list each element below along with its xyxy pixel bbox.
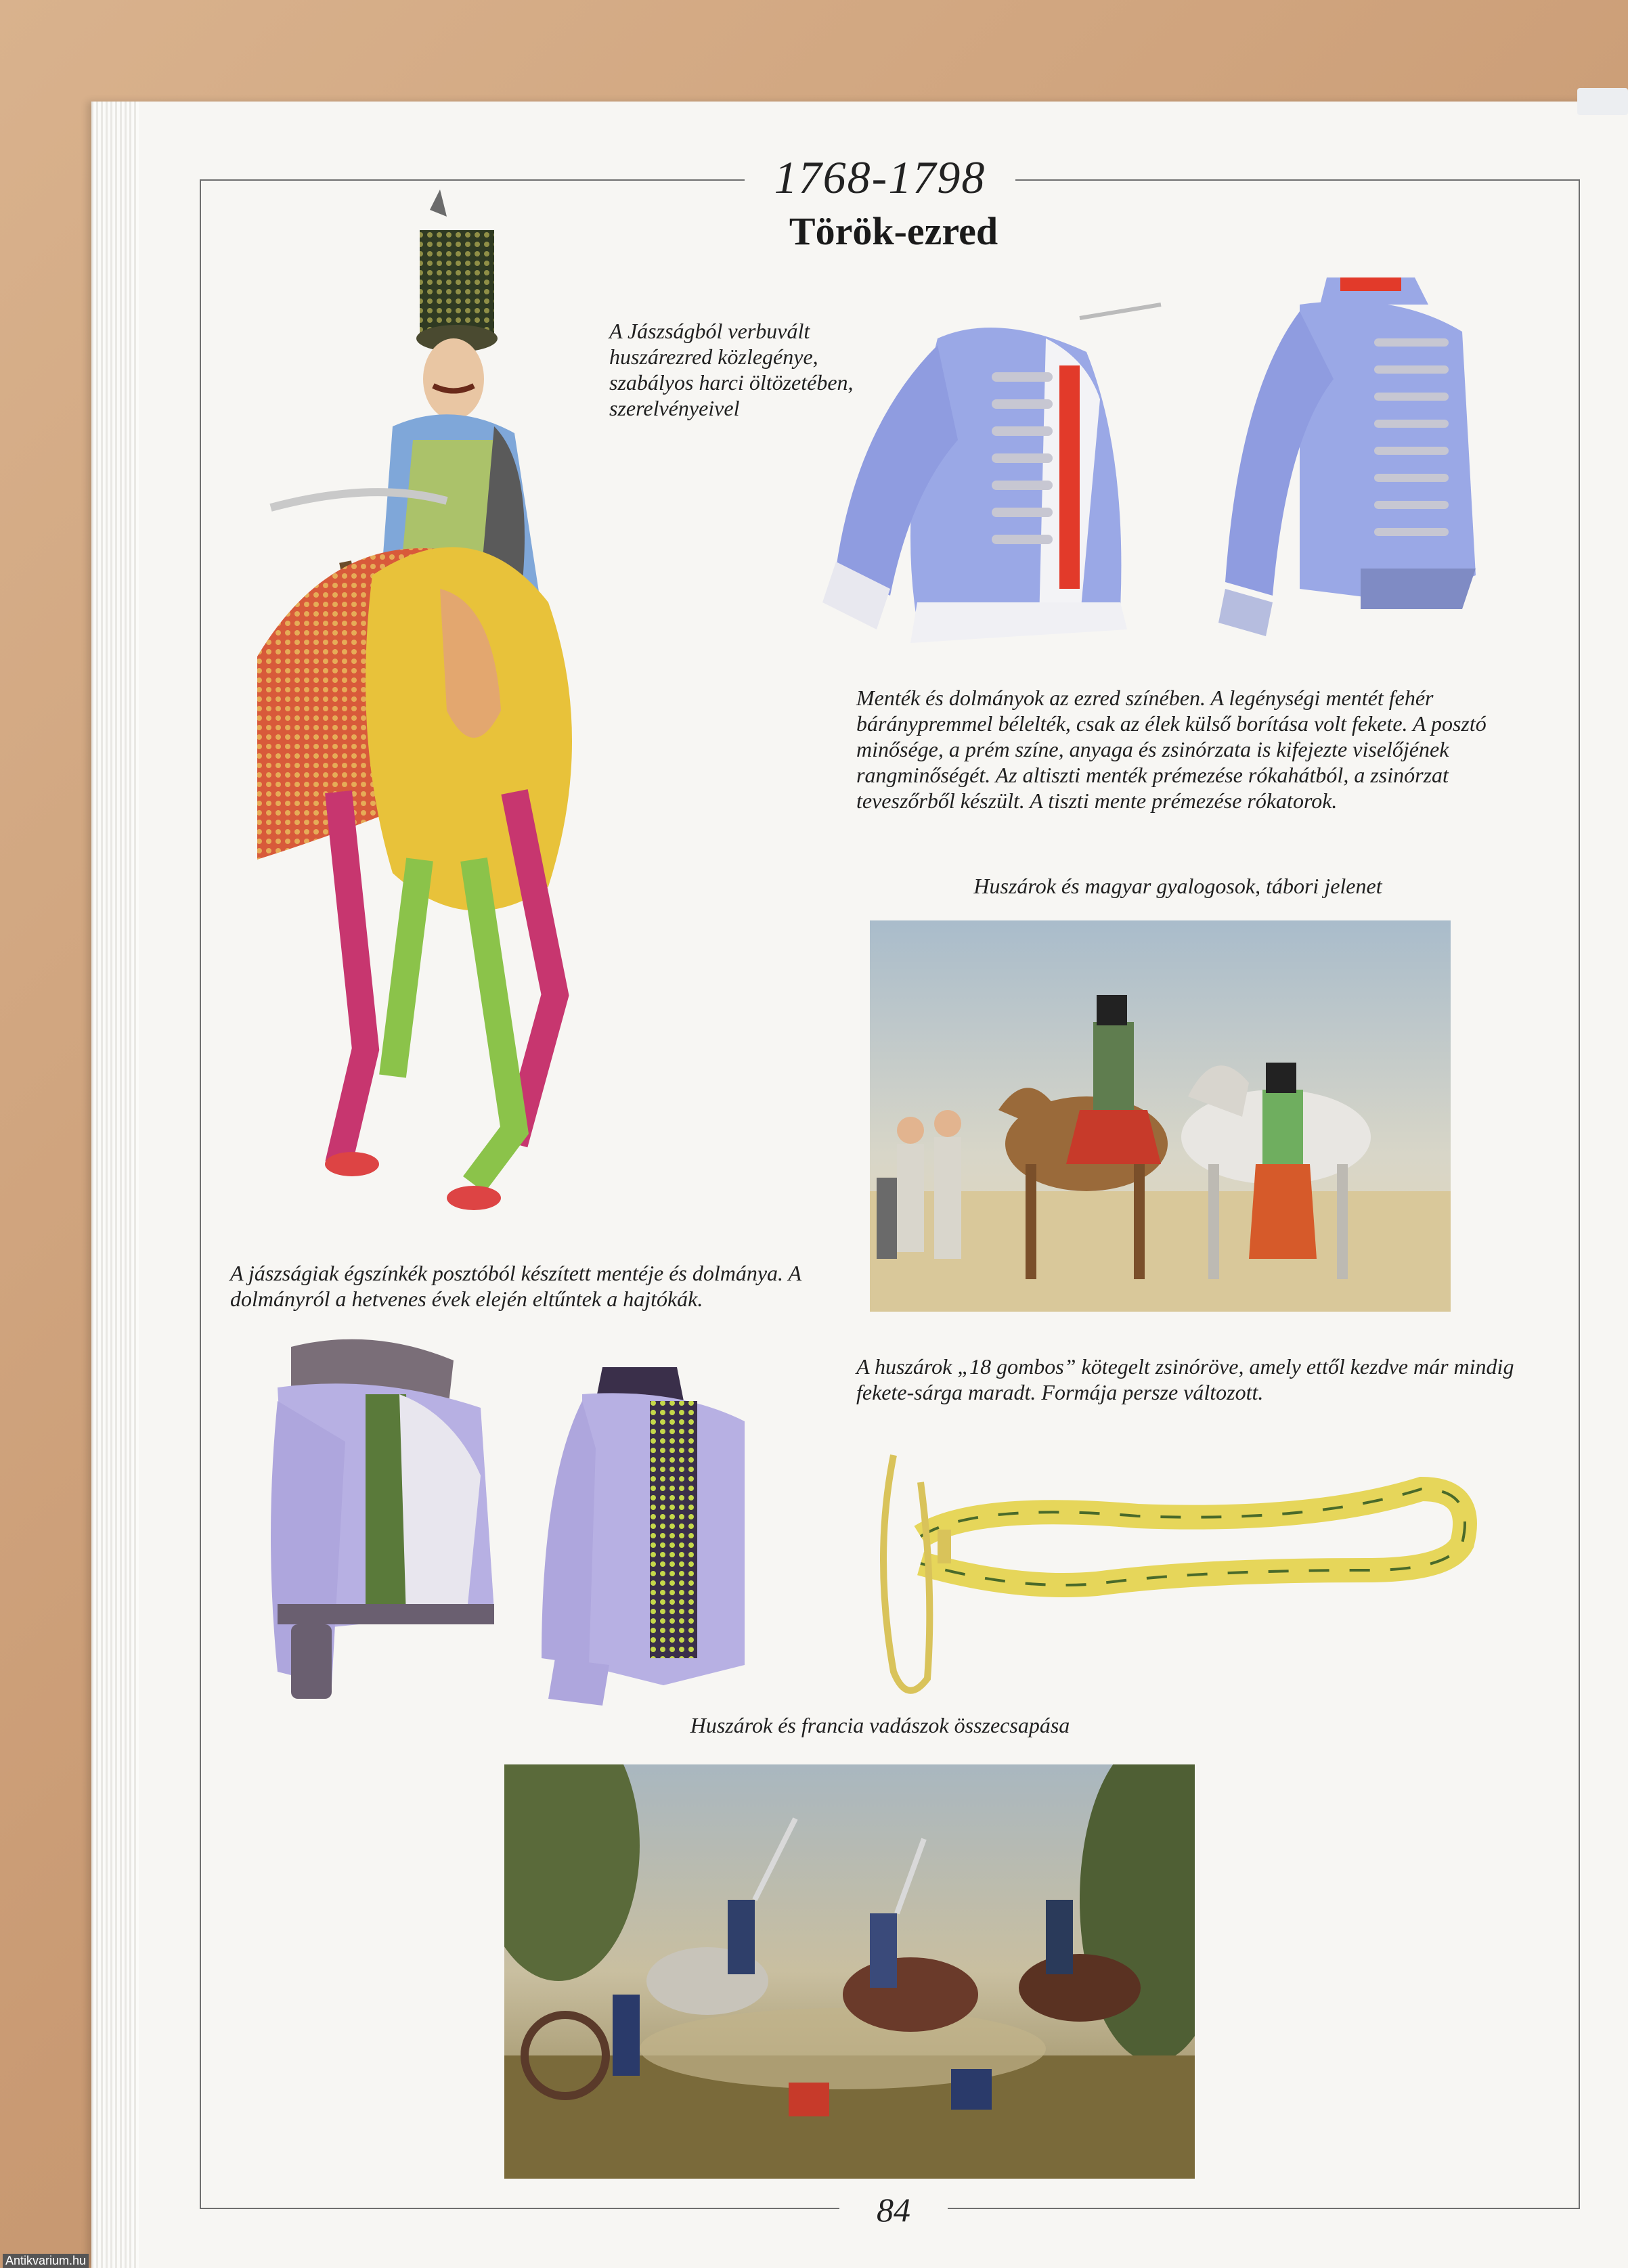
page-edges	[91, 102, 139, 2268]
caption-mentek: Menték és dolmányok az ezred színében. A legénységi mentét fehér báránypremmel bélelték, csak az élek külső borítása volt fekete. A posztó minősége, a prém színe, anyaga és zsinórzata is kifejezte viselőjének rangminőségét. Az altiszti menték prémezése rókahátból, a zsinórzat teveszőrből készült. A tiszti mente prémezése rókatorok.	[856, 686, 1487, 813]
caption-tabori-jelenet: Huszárok és magyar gyalogosok, tábori jelenet	[973, 874, 1382, 898]
caption-jaszsag-soldier: A Jászságból verbuvált huszárezred közlegénye, szabályos harci öltözetében, szerelvényeivel	[609, 319, 854, 420]
cord-belt-illustration	[853, 1442, 1503, 1712]
caption-osszecsapas: Huszárok és francia vadászok összecsapása	[690, 1713, 1070, 1737]
battle-painting	[504, 1764, 1195, 2179]
camp-scene-painting	[870, 920, 1451, 1312]
book-cover-corner	[1577, 88, 1628, 115]
lilac-dolmany-illustration	[535, 1360, 758, 1712]
blue-mente-illustration	[822, 291, 1229, 657]
watermark: Antikvarium.hu	[3, 2254, 89, 2268]
page-number: 84	[839, 2186, 948, 2233]
caption-jaszsagiak-mente: A jászságiak égszínkék posztóból készített mentéje és dolmánya. A dolmányról a hetvenes évek elején eltűntek a hajtókák.	[230, 1261, 801, 1311]
hussar-rider-illustration	[217, 183, 650, 1211]
page-title: Török-ezred	[789, 209, 998, 253]
year-range: 1768-1798	[745, 143, 1015, 211]
lilac-mente-illustration	[264, 1333, 508, 1712]
caption-zsinorov: A huszárok „18 gombos” kötegelt zsinóröve, amely ettől kezdve már mindig fekete-sárga maradt. Formája persze változott.	[856, 1354, 1514, 1404]
blue-dolmany-illustration	[1212, 271, 1496, 657]
